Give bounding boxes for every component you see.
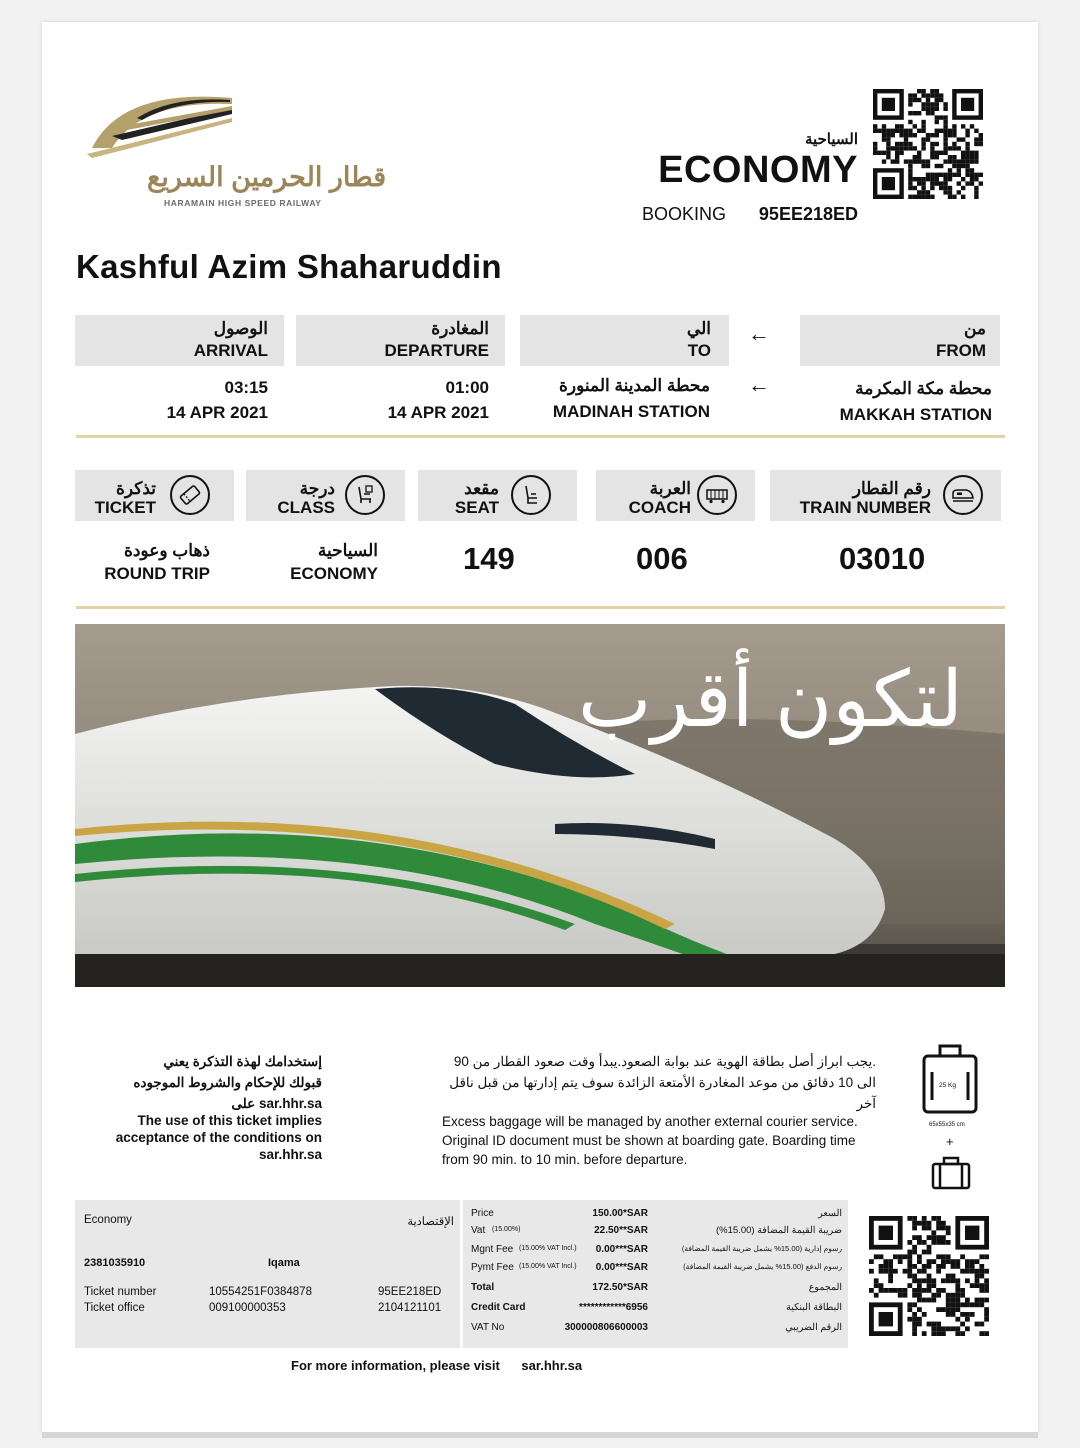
class-value-arabic: السياحية (317, 541, 378, 560)
ticket-number-label: Ticket number (84, 1286, 157, 1298)
seat-icon (511, 475, 551, 515)
footer-info: For more information, please visit sar.hhr.sa (291, 1358, 583, 1373)
luggage-weight: 25 Kg (939, 1082, 956, 1089)
price-label-arabic: رسوم الدفع (15.00% يشمل ضريبة القيمة المضافة) (683, 1262, 842, 1271)
price-value: 0.00***SAR (595, 1244, 648, 1255)
id-type: Iqama (268, 1257, 300, 1269)
ticket-type: ROUND TRIP (104, 564, 210, 583)
seat-number: 149 (463, 541, 515, 576)
price-label: Vat (471, 1225, 486, 1236)
luggage-icon (918, 1044, 982, 1116)
ticket-office-label: Ticket office (84, 1302, 145, 1314)
receipt-passenger-panel (75, 1200, 460, 1348)
id-number: 2381035910 (84, 1257, 146, 1269)
page-shadow (42, 1432, 1038, 1438)
arrival-header: الوصول ARRIVAL (75, 315, 284, 366)
to-station-arabic: محطة المدينة المنورة (559, 376, 710, 395)
qr-code-icon (873, 89, 983, 199)
class-value: ECONOMY (290, 564, 378, 583)
price-note: (15.00% VAT Incl.) (519, 1245, 577, 1252)
arrival-time: 03:15 (224, 378, 268, 397)
price-label-arabic: السعر (818, 1208, 842, 1219)
price-row (463, 1244, 848, 1260)
class-label-arabic: السياحية (804, 131, 858, 148)
ticket-type-arabic: ذهاب وعودة (123, 541, 210, 560)
price-label: Total (471, 1282, 495, 1293)
price-value: 150.00*SAR (592, 1208, 648, 1219)
class-header: درجة CLASS (246, 470, 405, 521)
terms-arabic: إستخدامك لهذة التذكرة يعني قبولك للإحكام والشروط الموجوده sar.hhr.sa على (133, 1054, 322, 1111)
price-label-arabic: الرقم الضريبي (785, 1322, 842, 1333)
ticket-icon (170, 475, 210, 515)
notice-english: Excess baggage will be managed by another external courier service. Original ID document must be shown at boarding gate. Boarding time from 90 min. to 10 min. before departure. (442, 1114, 858, 1167)
divider (76, 606, 1005, 609)
terms-english: The use of this ticket implies acceptance of the conditions on sar.hhr.sa (115, 1113, 322, 1162)
price-label-arabic: ضريبة القيمة المضافة (15.00%) (716, 1225, 842, 1236)
logo-text-arabic: قطار الحرمين السريع (147, 162, 387, 192)
price-label: Price (471, 1208, 494, 1219)
receipt-class: Economy (84, 1214, 132, 1226)
price-row (463, 1262, 848, 1278)
coach-icon (697, 475, 737, 515)
ticket-number: 10554251F0384878 (209, 1286, 312, 1298)
qr-code-icon (869, 1216, 989, 1336)
price-row (463, 1302, 848, 1318)
booking-reference: 95EE218ED (758, 204, 858, 224)
to-station: MADINAH STATION (552, 402, 710, 421)
train-number-header: رقم القطار TRAIN NUMBER (770, 470, 1001, 521)
price-value: 0.00***SAR (595, 1262, 648, 1273)
class-seat-icon (345, 475, 385, 515)
seat-header: مقعد SEAT (418, 470, 577, 521)
notice-arabic: .يجب ابراز أصل بطاقة الهوية عند بوابة الصعود.يبدأ وقت صعود القطار من 90 الى 10 دقائق من موعد المغادرة الأمتعة الزائدة سوف يتم إدارتها من قبل ناقل آخر (449, 1054, 876, 1111)
passenger-name: Kashful Azim Shaharuddin (76, 248, 502, 285)
price-label: VAT No (471, 1322, 505, 1333)
price-value: 22.50**SAR (594, 1225, 648, 1236)
receipt-class-arabic: الإقتصادية (407, 1216, 454, 1228)
price-value: ************6956 (579, 1302, 648, 1313)
arrow-left-icon: ← (748, 321, 770, 346)
train-number: 03010 (839, 541, 926, 576)
ticket-page (42, 22, 1038, 1432)
haramain-logo-icon (82, 78, 242, 158)
small-bag-icon (930, 1156, 972, 1190)
luggage-dimensions: 65x55x35 cm (929, 1122, 965, 1128)
banner-slogan: لتكون أقرب (577, 655, 963, 743)
price-label: Credit Card (471, 1302, 526, 1313)
price-label: Pymt Fee (471, 1262, 514, 1273)
divider (76, 435, 1005, 438)
price-label: Mgnt Fee (471, 1244, 514, 1255)
departure-header: المغادرة DEPARTURE (296, 315, 505, 366)
from-header: من FROM (800, 315, 1000, 366)
price-value: 300000806600003 (564, 1322, 648, 1333)
coach-number: 006 (636, 541, 688, 576)
price-row (463, 1225, 848, 1241)
logo-text-english: HARAMAIN HIGH SPEED RAILWAY (164, 198, 322, 208)
price-label-arabic: رسوم إدارية (15.00% يشمل ضريبة القيمة المضافة) (681, 1244, 842, 1253)
office-code: 2104121101 (378, 1302, 442, 1314)
receipt-price-panel (463, 1200, 848, 1348)
price-note: (15.00%) (492, 1226, 521, 1233)
from-station-arabic: محطة مكة المكرمة (855, 379, 992, 398)
coach-header: العربة COACH (596, 470, 755, 521)
departure-date: 14 APR 2021 (387, 403, 489, 422)
booking-label: BOOKING (642, 204, 727, 224)
price-row (463, 1322, 848, 1338)
arrow-left-icon: ← (748, 372, 770, 397)
price-row (463, 1208, 848, 1224)
price-note: (15.00% VAT Incl.) (519, 1263, 577, 1270)
arrival-date: 14 APR 2021 (166, 403, 268, 422)
footer-link[interactable]: sar.hhr.sa (521, 1358, 583, 1373)
price-value: 172.50*SAR (592, 1282, 648, 1293)
class-label: ECONOMY (658, 149, 858, 191)
receipt-booking-ref: 95EE218ED (378, 1286, 442, 1298)
ticket-office: 009100000353 (209, 1302, 286, 1314)
train-icon (943, 475, 983, 515)
departure-time: 01:00 (445, 378, 489, 397)
ticket-header: تذكرة TICKET (75, 470, 234, 521)
plus-sign: + (946, 1134, 954, 1149)
price-label-arabic: البطاقة البنكية (786, 1302, 842, 1313)
price-label-arabic: المجموع (808, 1282, 842, 1293)
promo-banner (75, 624, 1005, 987)
from-station: MAKKAH STATION (839, 405, 992, 424)
price-row (463, 1282, 848, 1298)
to-header: الي TO (520, 315, 729, 366)
